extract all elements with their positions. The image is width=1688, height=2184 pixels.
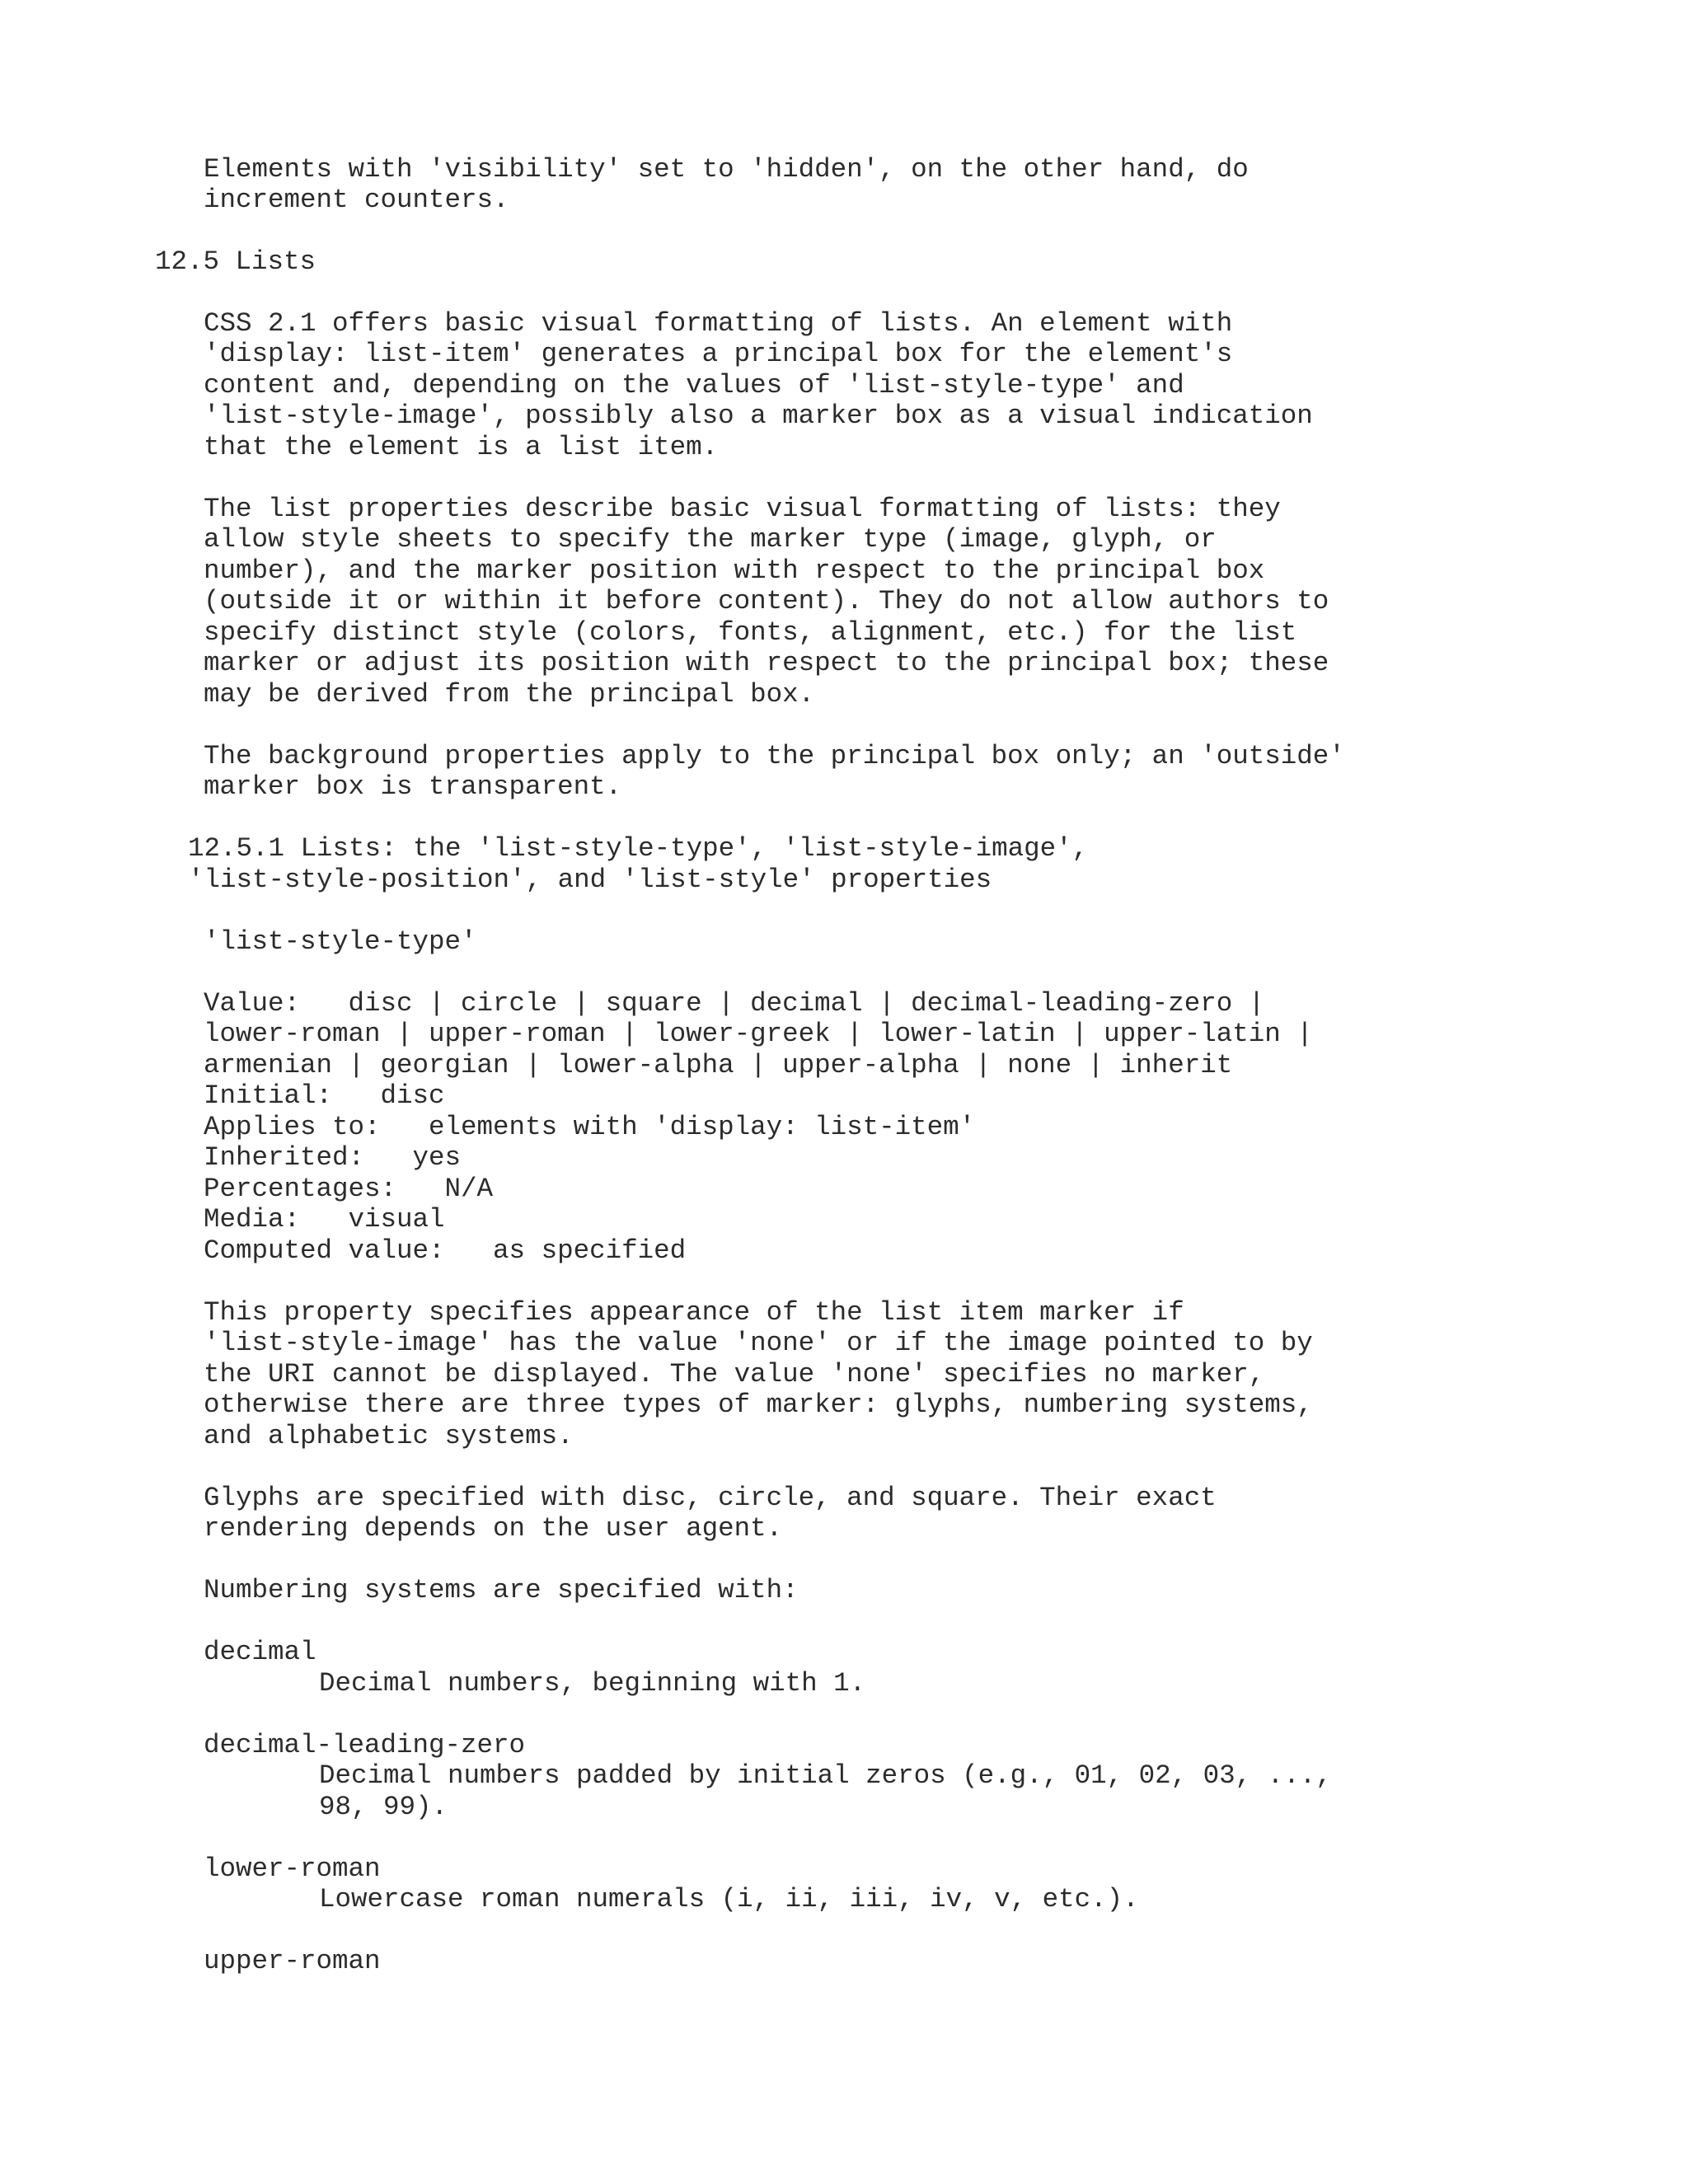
property-name: 'list-style-type' <box>204 926 477 957</box>
para1-line-3: content and, depending on the values of 'list-style-type' and <box>204 370 1184 401</box>
definition-term: lower-roman <box>204 1854 381 1884</box>
para4-line-5: and alphabetic systems. <box>204 1421 574 1451</box>
para2-line-7: may be derived from the principal box. <box>204 679 815 710</box>
definition-desc: Lowercase roman numerals (i, ii, iii, iv, v, etc.). <box>319 1884 1139 1915</box>
definition-term: upper-roman <box>204 1946 381 1976</box>
para3-line-2: marker box is transparent. <box>204 771 622 802</box>
definition-desc: Decimal numbers padded by initial zeros (e.g., 01, 02, 03, ..., <box>319 1760 1332 1791</box>
para2-line-2: allow style sheets to specify the marker type (image, glyph, or <box>204 524 1217 555</box>
para3-line-1: The background properties apply to the principal box only; an 'outside' <box>204 741 1345 771</box>
para2-line-4: (outside it or within it before content). They do not allow authors to <box>204 586 1329 616</box>
para6: Numbering systems are specified with: <box>204 1575 799 1605</box>
definition-term: decimal-leading-zero <box>204 1730 526 1760</box>
para2-line-1: The list properties describe basic visual formatting of lists: they <box>204 494 1281 524</box>
section-heading: 12.5 Lists <box>155 246 316 277</box>
definition-term: decimal <box>204 1637 316 1667</box>
para2-line-6: marker or adjust its position with respect to the principal box; these <box>204 648 1329 678</box>
subsection-heading-line-2: 'list-style-position', and 'list-style' properties <box>188 865 992 895</box>
para5-line-1: Glyphs are specified with disc, circle, and square. Their exact <box>204 1483 1217 1513</box>
para2-line-5: specify distinct style (colors, fonts, alignment, etc.) for the list <box>204 617 1297 648</box>
propdef-value-line-2: lower-roman | upper-roman | lower-greek | lower-latin | upper-latin | <box>204 1019 1313 1049</box>
propdef-applies-to: Applies to: elements with 'display: list-item' <box>204 1112 976 1142</box>
propdef-value-line-1: Value: disc | circle | square | decimal | decimal-leading-zero | <box>204 988 1265 1019</box>
propdef-media: Media: visual <box>204 1204 445 1235</box>
para1-line-2: 'display: list-item' generates a principal box for the element's <box>204 339 1233 369</box>
para1-line-1: CSS 2.1 offers basic visual formatting of lists. An element with <box>204 308 1233 339</box>
para1-line-4: 'list-style-image', possibly also a marker box as a visual indication <box>204 401 1313 431</box>
propdef-computed-value: Computed value: as specified <box>204 1235 687 1266</box>
propdef-initial: Initial: disc <box>204 1080 445 1111</box>
intro-line-2: increment counters. <box>204 185 509 215</box>
subsection-heading-line-1: 12.5.1 Lists: the 'list-style-type', 'list-style-image', <box>188 833 1089 864</box>
para1-line-5: that the element is a list item. <box>204 432 719 462</box>
para4-line-3: the URI cannot be displayed. The value 'none' specifies no marker, <box>204 1359 1265 1390</box>
para4-line-4: otherwise there are three types of marker: glyphs, numbering systems, <box>204 1390 1313 1420</box>
propdef-percentages: Percentages: N/A <box>204 1174 494 1204</box>
para4-line-2: 'list-style-image' has the value 'none' or if the image pointed to by <box>204 1328 1313 1358</box>
para5-line-2: rendering depends on the user agent. <box>204 1513 783 1544</box>
definition-desc: 98, 99). <box>319 1792 448 1822</box>
intro-line-1: Elements with 'visibility' set to 'hidden', on the other hand, do <box>204 154 1249 185</box>
para2-line-3: number), and the marker position with respect to the principal box <box>204 555 1265 586</box>
para4-line-1: This property specifies appearance of the list item marker if <box>204 1297 1184 1328</box>
propdef-value-line-3: armenian | georgian | lower-alpha | upper-alpha | none | inherit <box>204 1050 1233 1080</box>
propdef-inherited: Inherited: yes <box>204 1142 462 1173</box>
definition-desc: Decimal numbers, beginning with 1. <box>319 1668 866 1699</box>
